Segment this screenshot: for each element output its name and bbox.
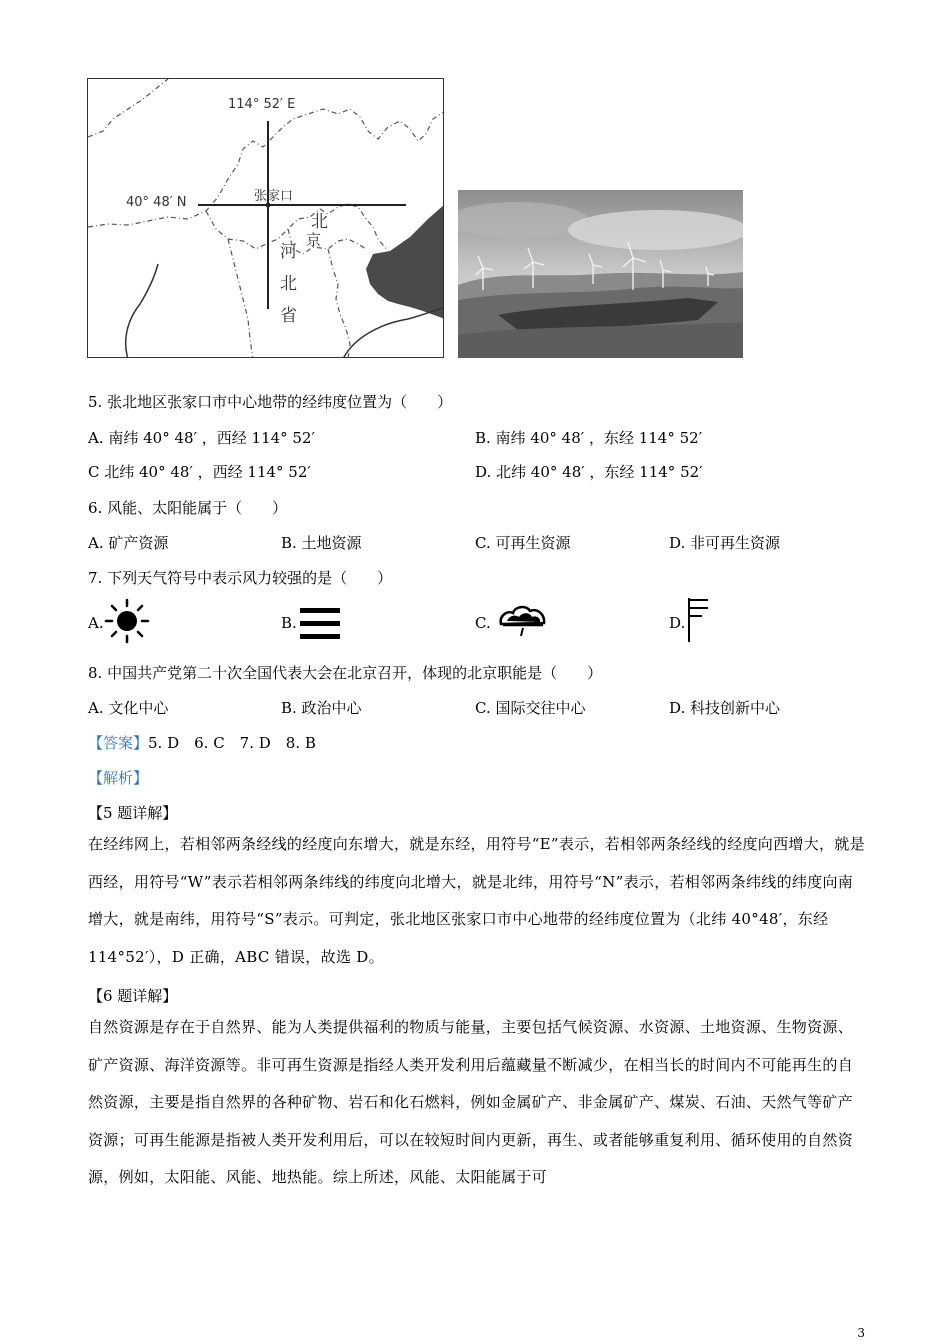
explanation-5-text: 在经纬网上，若相邻两条经线的经度向东增大，就是东经，用符号“E”表示，若相邻两条经线的经度向西增大，就是西经，用符号“W”表示若相邻两条纬线的纬度向北增大，就是北纬，用符号“N”表示，若相邻两条纬线的纬度向南增大，就是南纬，用符号“S”表示。可判定，张北地区张家口市中心地带的经纬度位置为（北纬 40°48′，东经 114°52′），D 正确，ABC 错误，故选 D。 (88, 835, 865, 966)
page-number: 3 (857, 1326, 865, 1340)
question-6-option-c: C. 可再生资源 (475, 534, 571, 552)
question-7-option-b: B. (281, 614, 297, 632)
question-6-option-a: A. 矿产资源 (88, 534, 169, 552)
question-8-stem: 8. 中国共产党第二十次全国代表大会在北京召开，体现的北京职能是（ ） (88, 664, 603, 682)
question-5-option-c: C 北纬 40° 48′ ，西经 114° 52′ (88, 463, 311, 481)
answer-line (88, 732, 316, 753)
question-6-option-b: B. 土地资源 (281, 534, 362, 552)
beijing-label-2: 京 (306, 231, 322, 249)
question-5-option-d: D. 北纬 40° 48′ ，东经 114° 52′ (475, 463, 703, 481)
rain-cloud-icon (497, 604, 549, 640)
question-8-option-a: A. 文化中心 (88, 699, 169, 717)
question-6-option-d: D. 非可再生资源 (669, 534, 781, 552)
explanation-6-title: 【6 题详解】 (88, 987, 178, 1005)
question-5-option-b: B. 南纬 40° 48′ ，东经 114° 52′ (475, 429, 703, 447)
question-8-option-d: D. 科技创新中心 (669, 699, 781, 717)
beijing-label-1: 北 (311, 212, 328, 232)
map-figure (87, 78, 444, 358)
question-7-option-a: A. (88, 614, 104, 632)
hebei-label-3: 省 (280, 306, 297, 326)
explanation-6-text: 自然资源是存在于自然界、能为人类提供福利的物质与能量，主要包括气候资源、水资源、土地资源、生物资源、矿产资源、海洋资源等。非可再生资源是指经人类开发利用后蕴藏量不断减少，在相当长的时间内不可能再生的自然资源，主要是指自然界的各种矿物、岩石和化石燃料，例如金属矿产、非金属矿产、煤炭、石油、天然气等矿产资源；可再生能源是指被人类开发利用后，可以在较短时间内更新，再生、或者能够重复利用、循环使用的自然资源，例如，太阳能、风能、地热能。综上所述，风能、太阳能属于可 (88, 1018, 854, 1186)
question-5-stem: 5. 张北地区张家口市中心地带的经纬度位置为（ ） (88, 393, 453, 411)
hebei-label-2: 北 (280, 274, 297, 294)
question-7-stem: 7. 下列天气符号中表示风力较强的是（ ） (88, 569, 393, 587)
sunny-icon (104, 598, 150, 644)
answer-text: 5. D 6. C 7. D 8. B (148, 734, 316, 752)
city-label: 张家口 (254, 189, 294, 204)
explanation-5-title: 【5 题详解】 (88, 804, 178, 822)
answer-label: 【答案】 (88, 734, 149, 752)
question-6-stem: 6. 风能、太阳能属于（ ） (88, 499, 288, 517)
longitude-label: 114° 52′ E (228, 97, 296, 112)
question-7-option-c: C. (475, 614, 491, 632)
question-5-option-a: A. 南纬 40° 48′ ，西经 114° 52′ (88, 429, 315, 447)
hebei-label-1: 河 (280, 242, 297, 262)
question-8-option-c: C. 国际交往中心 (475, 699, 586, 717)
latitude-label: 40° 48′ N (126, 195, 187, 210)
question-8-option-b: B. 政治中心 (281, 699, 362, 717)
question-7-option-d: D. (669, 614, 686, 632)
map-drawing (88, 79, 444, 358)
analysis-label: 【解析】 (88, 769, 149, 787)
wind-farm-photo (458, 190, 743, 358)
fog-icon (299, 606, 341, 642)
wind-flag-icon (684, 596, 714, 644)
